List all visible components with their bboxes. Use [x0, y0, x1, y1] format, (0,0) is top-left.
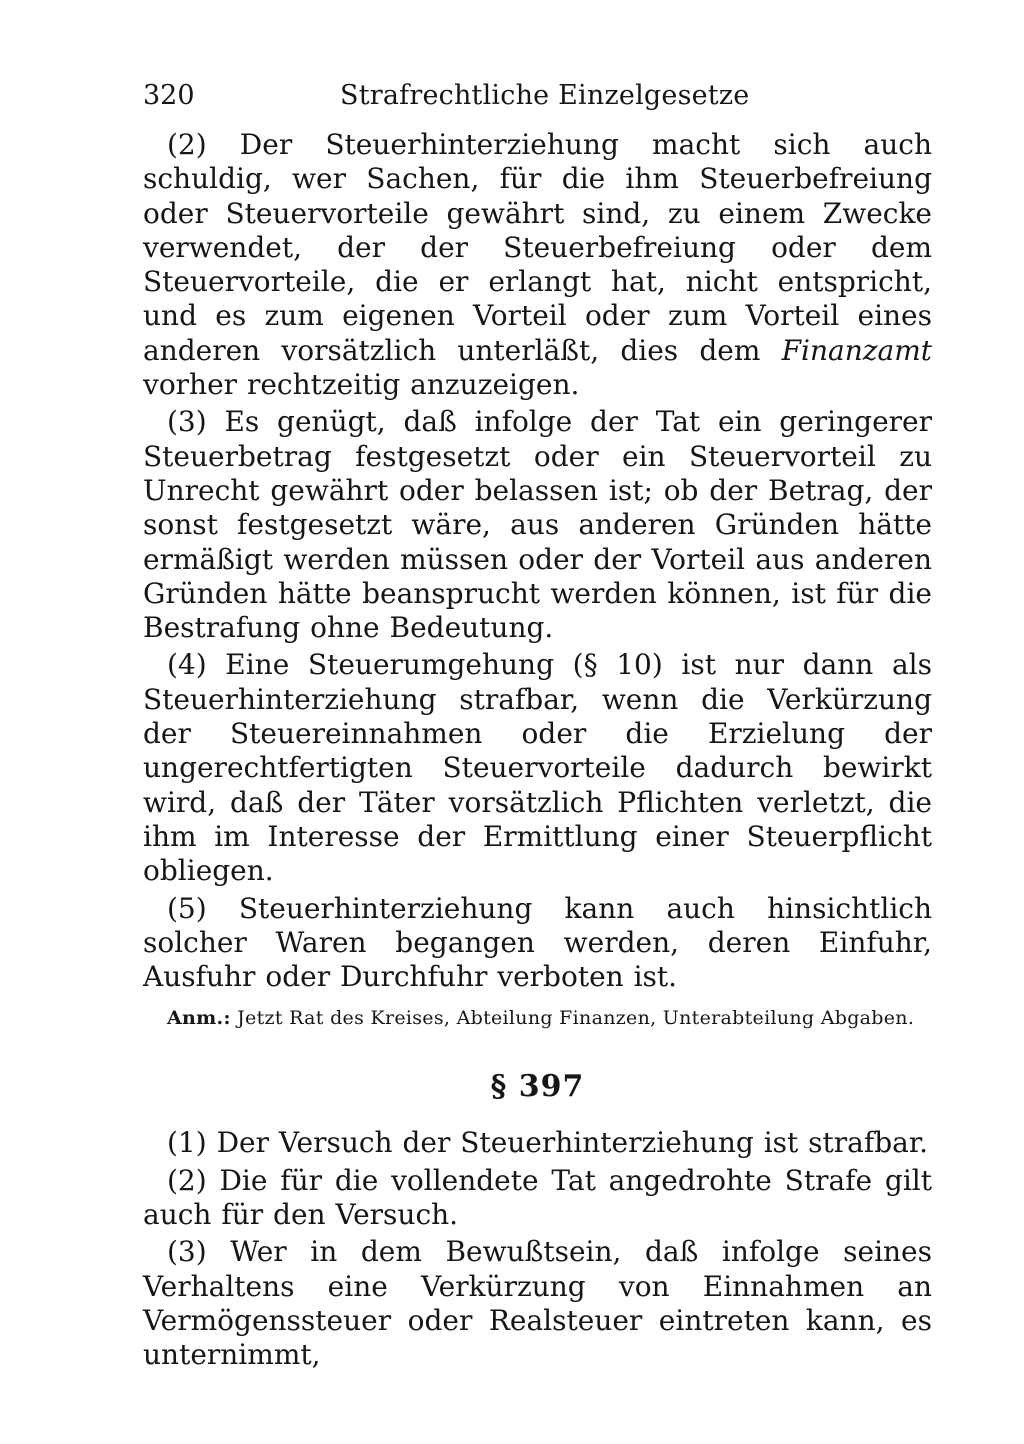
paragraph-3: (3) Es genügt, daß infolge der Tat ein geringerer Steuerbetrag festgesetzt oder ein Steuervorteil zu Unrecht gewährt oder belassen ist; ob der Betrag, der sonst festgesetzt wäre, aus anderen Gründen hätte ermäßigt werden müssen oder der Vorteil aus anderen Gründen hätte beansprucht werden können, ist für die Bestrafung ohne Bedeutung. [143, 405, 932, 645]
finanzamt-emphasis: Finanzamt [781, 333, 932, 367]
running-title: Strafrechtliche Einzelgesetze [340, 80, 750, 111]
section-heading: § 397 [490, 1069, 585, 1105]
annotation-note [143, 1006, 932, 1031]
paragraph-2-text: (2) Der Steuerhinterziehung macht sich auch schuldig, wer Sachen, für die ihm Steuerbefreiung oder Steuervorteile gewährt sind, zu einem Zwecke verwendet, der der Steuerbefreiung oder dem Steuervorteile, die er erlangt hat, nicht entspricht, und es zum eigenen Vorteil oder zum Vorteil eines anderen vorsätzlich unterläßt, dies dem [143, 128, 932, 367]
paragraph-5: (5) Steuerhinterziehung kann auch hinsichtlich solcher Waren begangen werden, deren Einfuhr, Ausfuhr oder Durchfuhr verboten ist. [143, 891, 932, 994]
page-number: 320 [143, 80, 195, 111]
page-header [143, 80, 932, 128]
section-paragraph-2: (2) Die für die vollendete Tat angedrohte Strafe gilt auch für den Versuch. [143, 1163, 932, 1232]
note-text: Jetzt Rat des Kreises, Abteilung Finanzen, Unterabteilung Abgaben. [237, 1007, 915, 1030]
note-label: Anm.: [167, 1007, 231, 1030]
section-paragraph-1: (1) Der Versuch der Steuerhinterziehung ist strafbar. [167, 1126, 929, 1160]
paragraph-2 [143, 128, 932, 402]
section-paragraph-3: (3) Wer in dem Bewußtsein, daß infolge seines Verhaltens eine Verkürzung von Einnahmen an Vermögenssteuer oder Realsteuer eintreten kann, es unternimmt, [143, 1235, 932, 1372]
paragraph-4: (4) Eine Steuerumgehung (§ 10) ist nur dann als Steuerhinterziehung strafbar, wenn die Verkürzung der Steuereinnahmen oder die Erzielung der ungerechtfertigten Steuervorteile dadurch bewirkt wird, daß der Täter vorsätzlich Pflichten verletzt, die ihm im Interesse der Ermittlung einer Steuerpflicht obliegen. [143, 648, 932, 888]
paragraph-2-tail: vorher rechtzeitig anzuzeigen. [143, 368, 580, 402]
